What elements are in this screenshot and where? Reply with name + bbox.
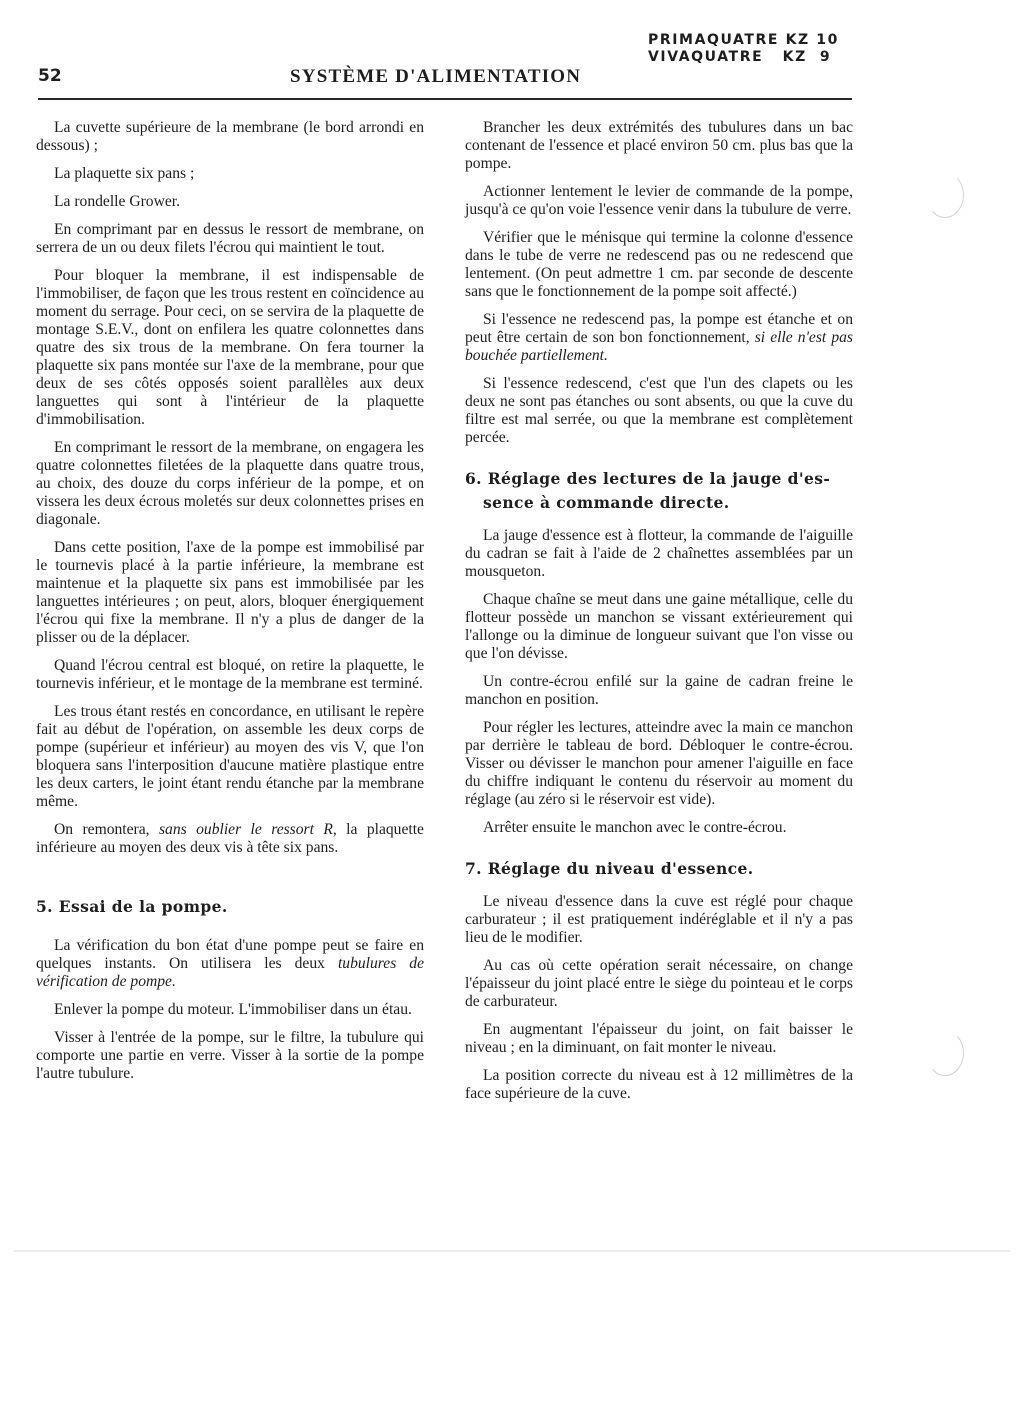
paragraph: La cuvette supérieure de la membrane (le bord arrondi en dessous) ; xyxy=(36,119,424,154)
paragraph: La position correcte du niveau est à 12 millimètres de la face supérieure de la cuve. xyxy=(465,1067,853,1102)
heading-line-1: 6. Réglage des lectures de la jauge d'es- xyxy=(465,469,831,488)
paragraph: Visser à l'entrée de la pompe, sur le filtre, la tubulure qui comporte une partie en verre. Visser à la sortie de la pompe l'autre tubulure. xyxy=(36,1029,424,1082)
paragraph: Pour régler les lectures, atteindre avec la main ce manchon par derrière le tableau de bord. Débloquer le contre-écrou. Visser ou dévisser le manchon pour amener l'aiguille en face du chiffre indiquant le contenu du réservoir au moment du réglage (au zéro si le réservoir est vide). xyxy=(465,719,853,808)
paragraph: Les trous étant restés en concordance, en utilisant le repère fait au début de l'opération, on assemble les deux corps de pompe (supérieur et inférieur) au moyen des vis V, que l'on bloquera sans l'interposition d'aucune matière plastique entre les deux carters, le joint étant rendu étanche par la membrane même. xyxy=(36,703,424,810)
text-run: Si l'essence ne redescend pas, la pompe est étanche et on peut être certain de son bon fonctionnement, xyxy=(465,311,853,346)
text-run: La vérification du bon état d'une pompe peut se faire en quelques instants. On utilisera les deux xyxy=(36,937,424,972)
paragraph: Si l'essence redescend, c'est que l'un des clapets ou les deux ne sont pas étanches ou sont absents, ou que la cuve du filtre est mal serrée, ou que la membrane est complètement percée. xyxy=(465,375,853,446)
model-line-1: PRIMAQUATRE KZ 10 xyxy=(648,32,839,48)
paragraph: Arrêter ensuite le manchon avec le contre-écrou. xyxy=(483,819,787,836)
paragraph: En augmentant l'épaisseur du joint, on fait baisser le niveau ; en la diminuant, on fait monter le niveau. xyxy=(465,1021,853,1056)
paragraph: La rondelle Grower. xyxy=(54,193,180,210)
italic-text: sans oublier le ressort R xyxy=(158,821,333,838)
italic-text: tubulures de vérification de pompe. xyxy=(36,955,424,990)
italic-text: si elle n'est pas bouchée partiellement. xyxy=(465,329,853,364)
paragraph: Dans cette position, l'axe de la pompe est immobilisé par le tournevis placé à la partie inférieure, la membrane est maintenue et la plaquette six pans est immobilisée par les languettes intérieures ; on peut, alors, bloquer énergiquement l'écrou qui fixe la membrane. Il n'y a plus de danger de la plisser ou de la déplacer. xyxy=(36,539,424,646)
page-number: 52 xyxy=(38,66,62,86)
section-heading-5: 5. Essai de la pompe. xyxy=(36,897,228,916)
paragraph xyxy=(36,937,424,991)
paragraph: Actionner lentement le levier de commande de la pompe, jusqu'à ce qu'on voie l'essence venir dans la tubulure de verre. xyxy=(465,183,853,218)
paragraph: Vérifier que le ménisque qui termine la colonne d'essence dans le tube de verre ne redescend pas ou ne redescend que lentement. (On peut admettre 1 cm. par seconde de descente sans que le fonctionnement de la pompe soit affecté.) xyxy=(465,229,853,300)
paragraph: En comprimant par en dessus le ressort de membrane, on serrera de un ou deux filets l'écrou qui maintient le tout. xyxy=(36,221,424,256)
paragraph xyxy=(465,311,853,365)
section-heading-7: 7. Réglage du niveau d'essence. xyxy=(465,859,754,878)
model-line-2: VIVAQUATRE KZ 9 xyxy=(648,49,832,65)
paragraph: Enlever la pompe du moteur. L'immobiliser dans un étau. xyxy=(54,1001,412,1018)
right-column xyxy=(465,119,853,1113)
paragraph: Quand l'écrou central est bloqué, on retire la plaquette, le tournevis inférieur, et le montage de la membrane est terminé. xyxy=(36,657,424,692)
page-edge xyxy=(14,1250,1010,1252)
section-heading-6 xyxy=(465,467,853,515)
paragraph: La plaquette six pans ; xyxy=(54,165,195,182)
model-designations xyxy=(648,32,839,66)
section-title: SYSTÈME D'ALIMENTATION xyxy=(290,66,582,87)
text-run: On remontera, xyxy=(54,821,159,838)
page-header xyxy=(38,28,852,102)
paragraph xyxy=(36,821,424,857)
header-rule xyxy=(38,98,852,100)
paragraph: Au cas où cette opération serait nécessaire, on change l'épaisseur du joint placé entre le siège du pointeau et le corps de carburateur. xyxy=(465,957,853,1010)
paragraph: Chaque chaîne se meut dans une gaine métallique, celle du flotteur possède un manchon se vissant extérieurement qui l'allonge ou la diminue de longueur suivant que l'on visse ou que l'on dévisse. xyxy=(465,591,853,662)
left-column xyxy=(36,119,424,1093)
paragraph: En comprimant le ressort de la membrane, on engagera les quatre colonnettes filetées de la plaquette dans quatre trous, au choix, des douze du corps inférieur de la pompe, et on vissera les deux écrous moletés sur deux colonnettes prises en diagonale. xyxy=(36,439,424,528)
binder-hole xyxy=(926,1030,964,1076)
paragraph: Brancher les deux extrémités des tubulures dans un bac contenant de l'essence et placé environ 50 cm. plus bas que la pompe. xyxy=(465,119,853,172)
paragraph: Le niveau d'essence dans la cuve est réglé pour chaque carburateur ; il est pratiquement indéréglable et il n'y a pas lieu de le modifier. xyxy=(465,893,853,946)
text-run: , la plaquette inférieure au moyen des deux vis à tête six pans. xyxy=(36,821,424,856)
heading-line-2: sence à commande directe. xyxy=(483,493,730,512)
paragraph: Un contre-écrou enfilé sur la gaine de cadran freine le manchon en position. xyxy=(465,673,853,708)
paragraph: Pour bloquer la membrane, il est indispensable de l'immobiliser, de façon que les trous restent en coïncidence au moment du serrage. Pour ceci, on se servira de la plaquette de montage S.E.V., dont on enfilera les quatre colonnettes dans quatre des six trous de la membrane. On fera tourner la plaquette six pans montée sur l'axe de la membrane, pour que deux de ses côtés opposés soient parallèles aux deux languettes qui sont à l'intérieur de la plaquette d'immobilisation. xyxy=(36,267,424,428)
paragraph: La jauge d'essence est à flotteur, la commande de l'aiguille du cadran se fait à l'aide de 2 chaînettes assemblées par un mousqueton. xyxy=(465,527,853,580)
binder-hole xyxy=(926,172,964,218)
